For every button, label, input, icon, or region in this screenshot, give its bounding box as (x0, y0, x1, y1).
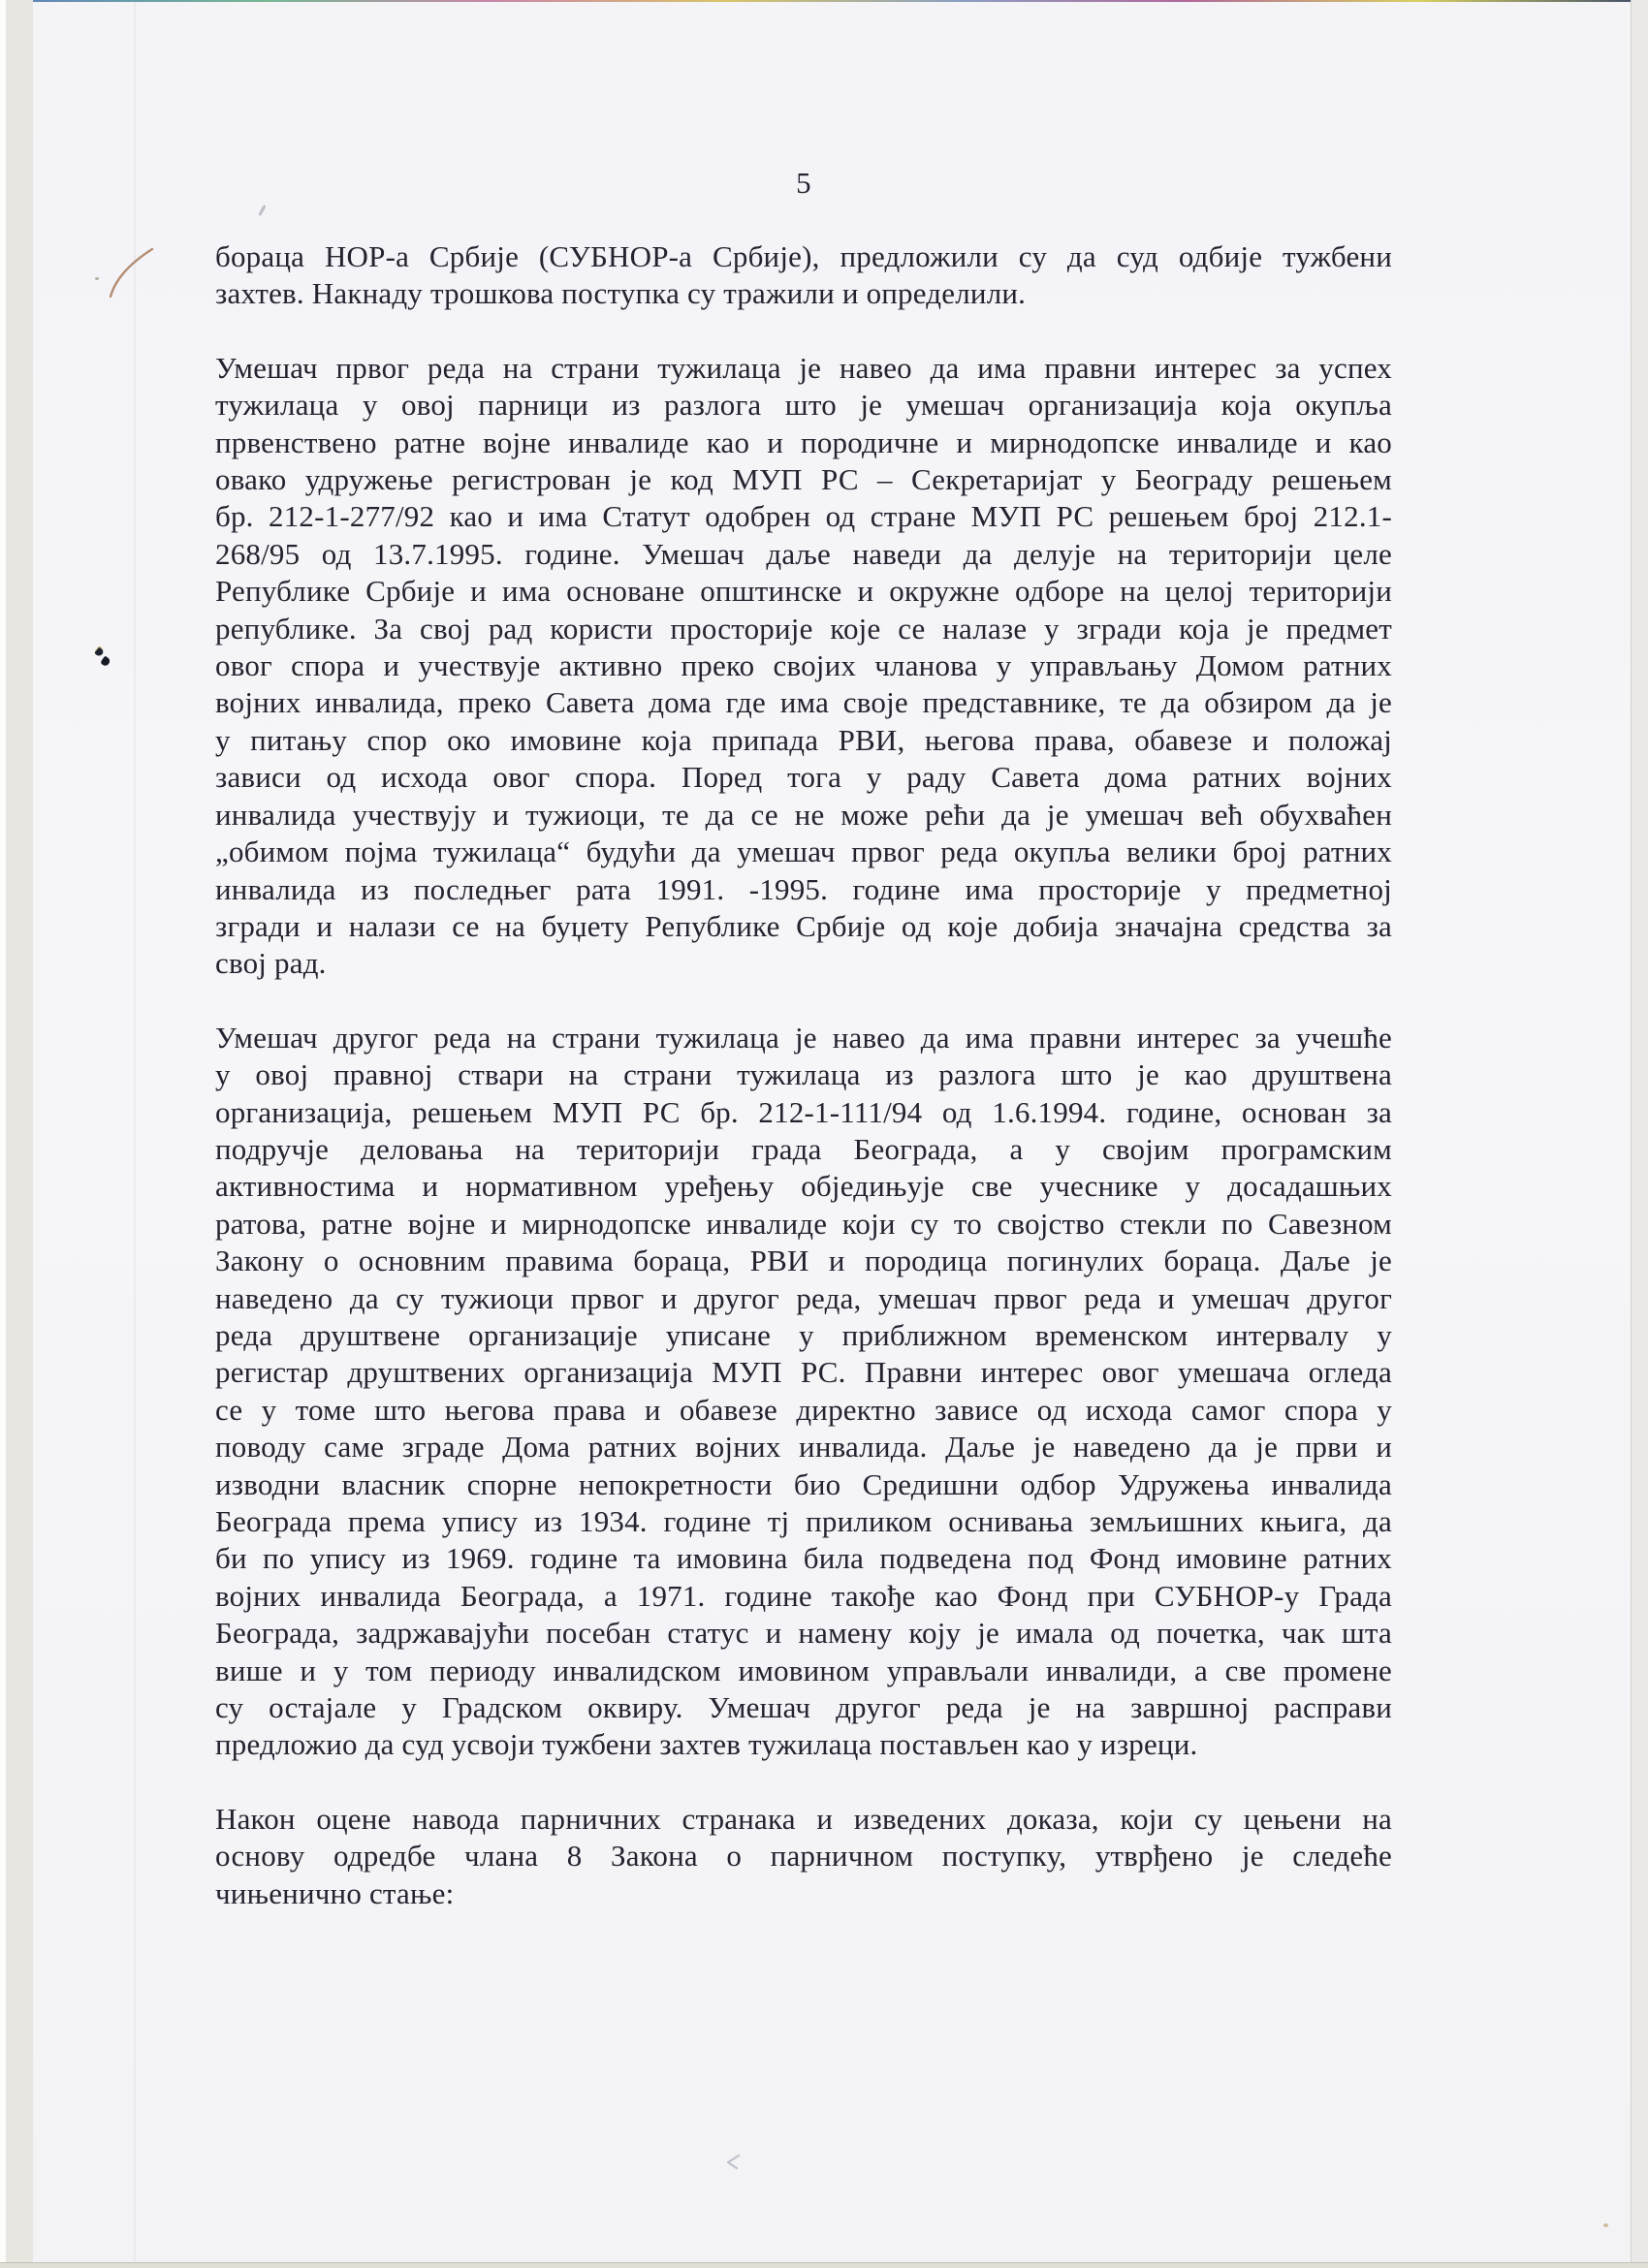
text-line: републике. За свој рад користи просторије које се налазе у згради која је предмет (215, 611, 1392, 646)
scan-edge-right (1631, 0, 1648, 2268)
paragraph (215, 238, 1392, 313)
text-line: овог спора и учествује активно преко својих чланова у управљању Домом ратних (215, 648, 1392, 683)
scan-edge-bottom (0, 2262, 1648, 2268)
text-line: Београда према упису из 1934. године тј приликом оснивања земљишних књига, да (215, 1504, 1392, 1538)
handwritten-pen-stroke (108, 246, 158, 300)
text-line: Умешач другог реда на страни тужилаца је навео да има правни интерес за учешће (215, 1020, 1392, 1055)
page-crease-line (134, 2, 136, 2262)
text-line: регистар друштвених организација МУП РС. Правни интерес овог умешача огледа (215, 1355, 1392, 1390)
paragraph (215, 350, 1392, 983)
scan-edge-left (6, 0, 33, 2268)
text-line: наведено да су тужиоци првог и другог реда, умешач првог реда и умешач другог (215, 1280, 1392, 1315)
text-line: активностима и нормативном уређењу обједињује све учеснике у досадашњих (215, 1169, 1392, 1204)
paragraph (215, 1020, 1392, 1764)
text-line: згради и налази се на буџету Републике Србије од које добија значајна средства за (215, 908, 1392, 943)
text-line: 268/95 од 13.7.1995. године. Умешач даље наведи да делује на територији целе (215, 536, 1392, 571)
text-line: војних инвалида Београда, а 1971. године такође као Фонд при СУБНОР-у Града (215, 1578, 1392, 1613)
text-line: у питању спор око имовине која припада РВИ, његова права, обавезе и положај (215, 722, 1392, 757)
text-line: бр. 212-1-277/92 као и има Статут одобрен од стране МУП РС решењем број 212.1- (215, 499, 1392, 534)
document-body (215, 165, 1392, 1912)
text-line: „обимом појма тужилаца“ будући да умешач првог реда окупља велики број ратних (215, 835, 1392, 869)
text-line: поводу саме зграде Дома ратних војних инвалида. Даље је наведено да је први и (215, 1430, 1392, 1465)
text-line: тужилаца у овој парници из разлога што је умешач организација која окупља (215, 388, 1392, 423)
text-line: би по упису из 1969. године та имовина била подведена под Фонд имовине ратних (215, 1541, 1392, 1576)
page-number: 5 (796, 166, 811, 200)
text-line: основу одредбе члана 8 Закона о парничном поступку, утврђено је следеће (215, 1839, 1392, 1874)
text-line: више и у том периоду инвалидском имовином управљали инвалиди, а све промене (215, 1653, 1392, 1687)
text-line: у овој правној ствари на страни тужилаца из разлога што је као друштвена (215, 1057, 1392, 1092)
text-line: захтев. Накнаду трошкова поступка су тражили и определили. (215, 276, 1027, 311)
ink-blot-dot (100, 656, 111, 668)
text-line: ратова, ратне војне и мирнодопске инвалиде који су то својство стекли по Савезном (215, 1206, 1392, 1241)
text-line: подручје деловања на територији града Београда, а у својим програмским (215, 1131, 1392, 1166)
text-line: свој рад. (215, 946, 327, 981)
faint-pencil-check (723, 2154, 745, 2173)
text-line: војних инвалида, преко Савета дома где има своје представнике, те да обзиром да је (215, 685, 1392, 720)
text-line: Умешач првог реда на страни тужилаца је навео да има правни интерес за успех (215, 350, 1392, 385)
text-line: организација, решењем МУП РС бр. 212-1-111/94 од 1.6.1994. године, основан за (215, 1094, 1392, 1129)
text-line: се у томе што његова права и обавезе директно зависе од исхода самог спора у (215, 1392, 1392, 1427)
text-line: бораца НОР-а Србије (СУБНОР-а Србије), предложили су да суд одбије тужбени (215, 239, 1392, 273)
paragraph (215, 1801, 1392, 1912)
text-line: чињенично стање: (215, 1875, 455, 1910)
text-line: инвалида учествују и тужиоци, те да се не може рећи да је умешач већ обухваћен (215, 797, 1392, 832)
paper-speck (1603, 2223, 1608, 2227)
text-line: реда друштвене организације уписане у приближном временском интервалу у (215, 1317, 1392, 1352)
text-line: Републике Србије и има основане општинске и окружне одборе на целој територији (215, 574, 1392, 609)
pen-dot (95, 277, 99, 280)
text-line: инвалида из последњег рата 1991. -1995. године има просторије у предметној (215, 871, 1392, 906)
document-page (33, 2, 1631, 2262)
text-line: изводни власник спорне непокретности био Средишни одбор Удружења инвалида (215, 1466, 1392, 1501)
text-line: предложио да суд усвоји тужбени захтев тужилаца постављен као у изреци. (215, 1727, 1198, 1762)
text-line: Закону о основним правима бораца, РВИ и породица погинулих бораца. Даље је (215, 1244, 1392, 1278)
text-line: зависи од исхода овог спора. Поред тога у раду Савета дома ратних војних (215, 760, 1392, 795)
text-line: су остајале у Градском оквиру. Умешач другог реда је на завршној расправи (215, 1690, 1392, 1725)
ink-blot-dot (94, 647, 105, 658)
text-line: Београда, задржавајући посебан статус и намену коју је имала од почетка, чак шта (215, 1616, 1392, 1651)
text-line: првенствено ратне војне инвалиде као и породичне и мирнодопске инвалиде и као (215, 425, 1392, 459)
text-line: Након оцене навода парничних странака и изведених доказа, који су цењени на (215, 1801, 1392, 1836)
text-line: овако удружење регистрован је код МУП РС – Секретаријат у Београду решењем (215, 462, 1392, 497)
